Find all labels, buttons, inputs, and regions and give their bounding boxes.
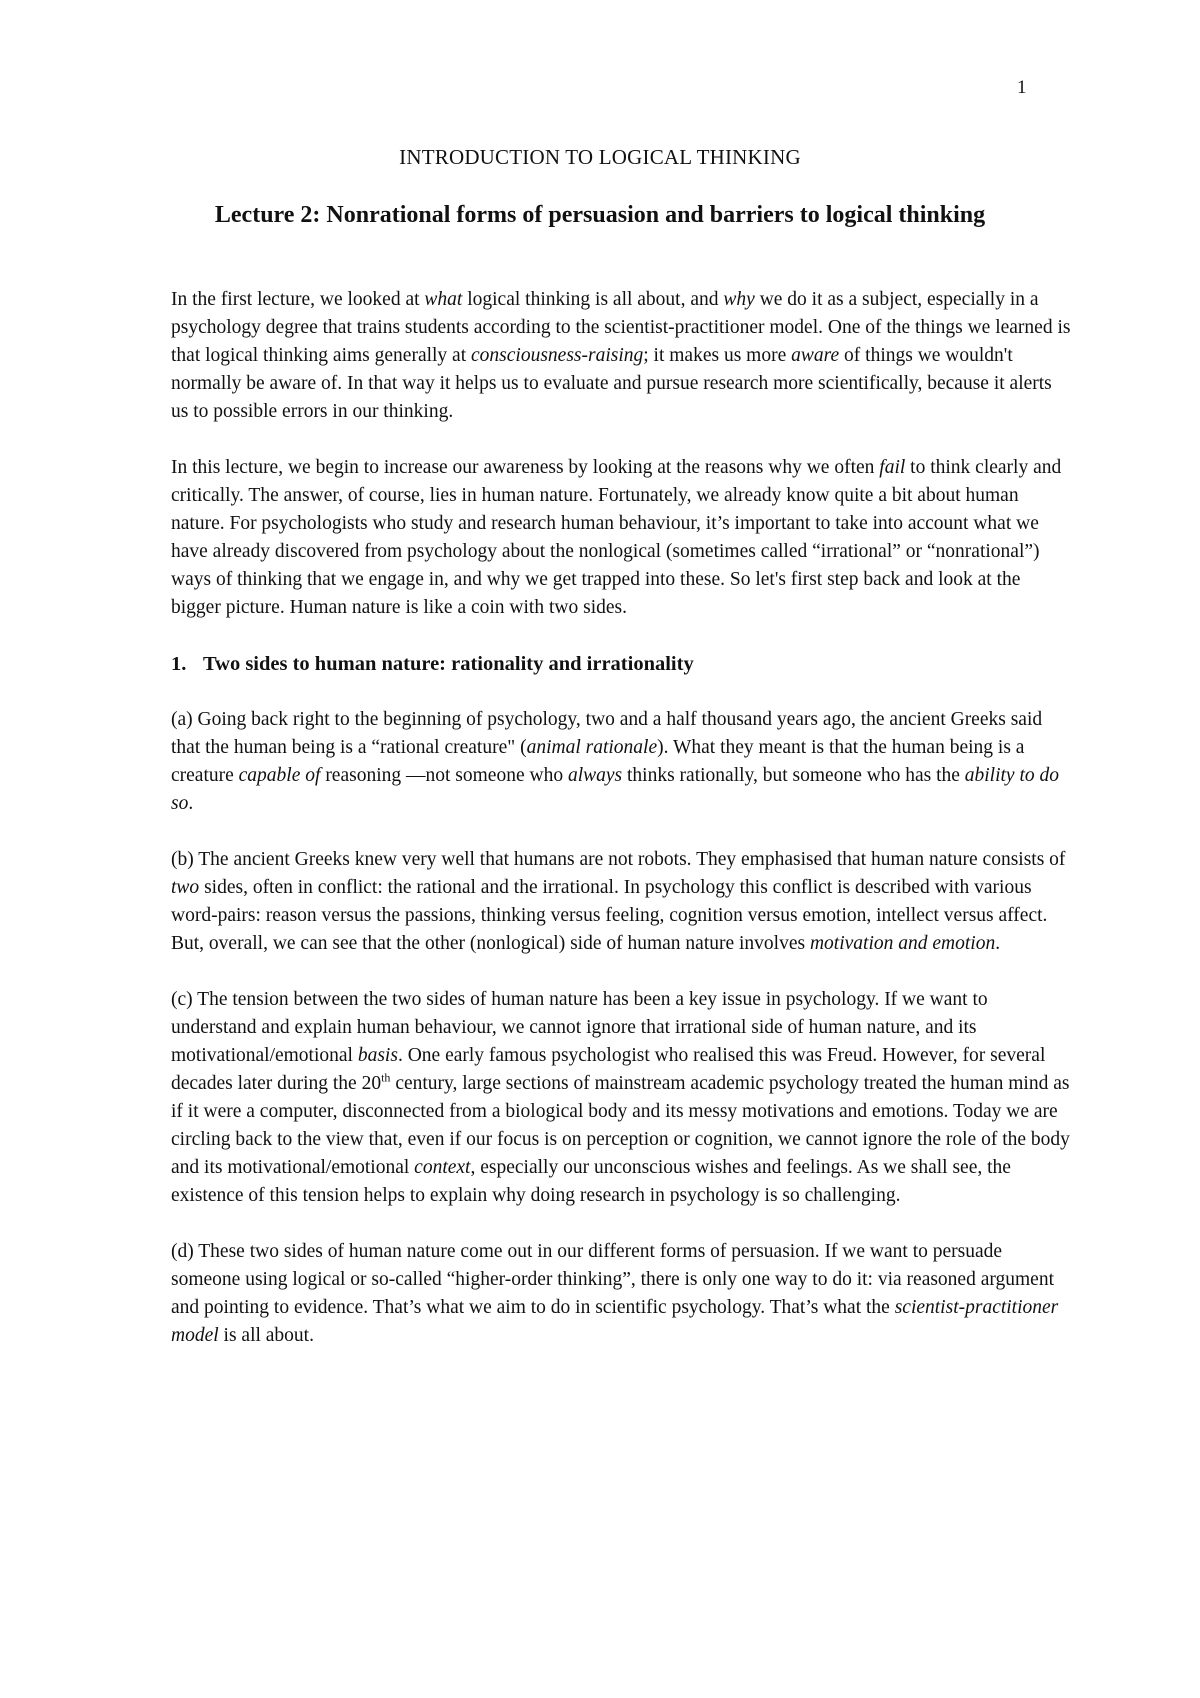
- intro-paragraph-1: In the first lecture, we looked at what logical thinking is all about, and why we do it as a subject, especially in a psychology degree that trains students according to the scientist-practitioner model. One of the things we learned is that logical thinking aims generally at consciousness-raising; it makes us more aware of things we wouldn't normally be aware of. In that way it helps us to evaluate and pursue research more scientifically, because it alerts us to possible errors in our thinking.: [171, 289, 1071, 422]
- course-title: INTRODUCTION TO LOGICAL THINKING: [399, 145, 801, 169]
- paragraph-b: (b) The ancient Greeks knew very well that humans are not robots. They emphasised that human nature consists of two sides, often in conflict: the rational and the irrational. In psychology this conflict is described with various word-pairs: reason versus the passions, thinking versus feeling, cognition versus emotion, intellect versus affect. But, overall, we can see that the other (nonlogical) side of human nature involves motivation and emotion.: [171, 849, 1066, 954]
- page-number: 1: [1017, 77, 1027, 98]
- document-body: [171, 286, 1071, 1378]
- section-title: Two sides to human nature: rationality and irrationality: [203, 653, 694, 675]
- section-number: 1.: [171, 653, 187, 675]
- intro-paragraph-2: In this lecture, we begin to increase our awareness by looking at the reasons why we often fail to think clearly and critically. The answer, of course, lies in human nature. Fortunately, we already know quite a bit about human nature. For psychologists who study and research human behaviour, it’s important to take into account what we have already discovered from psychology about the nonlogical (sometimes called “irrational” or “nonrational”) ways of thinking that we engage in, and why we get trapped into these. So let's first step back and look at the bigger picture. Human nature is like a coin with two sides.: [171, 457, 1062, 618]
- lecture-title: Lecture 2: Nonrational forms of persuasion and barriers to logical thinking: [214, 202, 986, 228]
- section-heading: [171, 650, 1071, 678]
- paragraph-d: (d) These two sides of human nature come out in our different forms of persuasion. If we want to persuade someone using logical or so-called “higher-order thinking”, there is only one way to do it: via reasoned argument and pointing to evidence. That’s what we aim to do in scientific psychology. That’s what the scientist-practitioner model is all about.: [171, 1241, 1059, 1346]
- paragraph-a: (a) Going back right to the beginning of psychology, two and a half thousand years ago, the ancient Greeks said that the human being is a “rational creature" (animal rationale). What they meant is that the human being is a creature capable of reasoning —not someone who always thinks rationally, but someone who has the ability to do so.: [171, 709, 1060, 814]
- paragraph-c: (c) The tension between the two sides of human nature has been a key issue in psychology. If we want to understand and explain human behaviour, we cannot ignore that irrational side of human nature, and its motivational/emotional basis. One early famous psychologist who realised this was Freud. However, for several decades later during the 20th century, large sections of mainstream academic psychology treated the human mind as if it were a computer, disconnected from a biological body and its messy motivations and emotions. Today we are circling back to the view that, even if our focus is on perception or cognition, we cannot ignore the role of the body and its motivational/emotional context, especially our unconscious wishes and feelings. As we shall see, the existence of this tension helps to explain why doing research in psychology is so challenging.: [171, 989, 1070, 1206]
